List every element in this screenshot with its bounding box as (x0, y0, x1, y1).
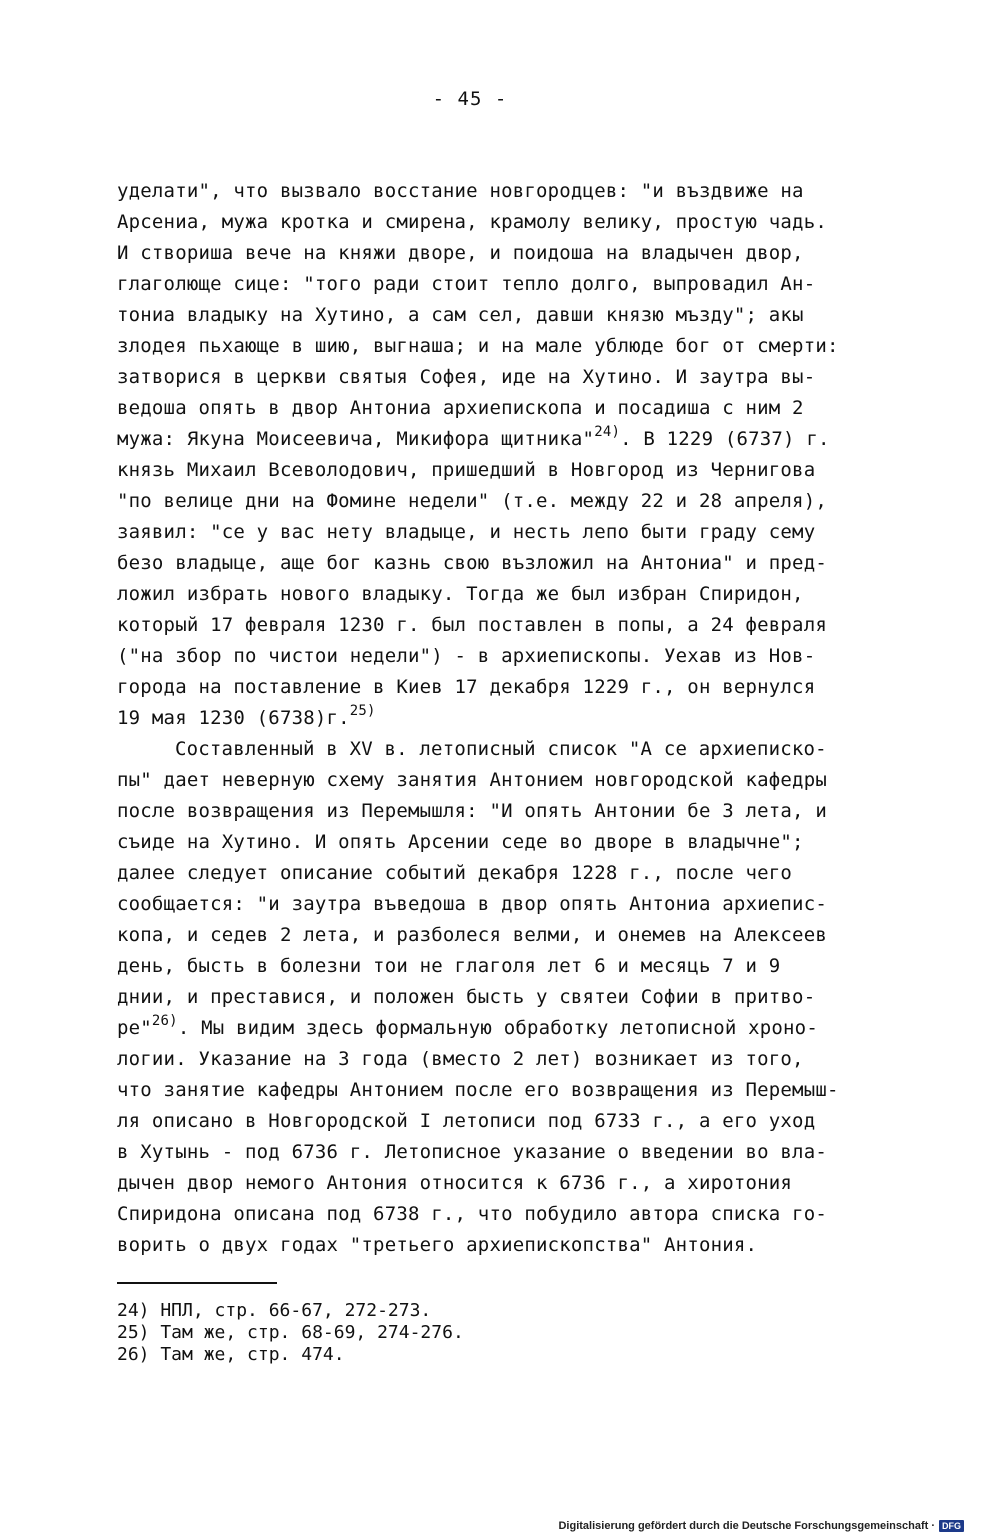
line-text: съиде на Хутино. И опять Арсении седе во дворе в владычне"; (117, 831, 804, 853)
line-text-after: . В 1229 (6737) г. (620, 428, 830, 450)
line-text: после возвращения из Перемышля: "И опять Антонии бе 3 лета, и (117, 800, 827, 822)
text-line (117, 920, 917, 951)
line-text: ложил избрать нового владыку. Тогда же был избран Спиридон, (117, 583, 804, 605)
line-text: ведоша опять в двор Антониа архиепископа и посадиша с ним 2 (117, 397, 804, 419)
text-line (117, 300, 917, 331)
text-line (117, 1013, 917, 1044)
line-text: который 17 февраля 1230 г. был поставлен в попы, а 24 февраля (117, 614, 827, 636)
text-line (117, 579, 917, 610)
dfg-logo-icon: DFG (939, 1520, 964, 1532)
text-line (117, 176, 917, 207)
credit-text: Digitalisierung gefördert durch die Deutsche Forschungsgemeinschaft · (558, 1520, 935, 1532)
line-text: далее следует описание событий декабря 1228 г., после чего (117, 862, 793, 884)
line-text: днии, и преставися, и положен бысть у святеи Софии в притво- (117, 986, 816, 1008)
line-text: ворить о двух годах "третьего архиепископства" Антония. (117, 1234, 758, 1256)
line-text: логии. Указание на 3 года (вместо 2 лет) возникает из того, (117, 1048, 804, 1070)
text-line (117, 238, 917, 269)
footnote-separator (117, 1282, 277, 1284)
text-line (117, 207, 917, 238)
line-text: дычен двор немого Антония относится к 6736 г., а хиротония (117, 1172, 793, 1194)
footnote-reference: 26) (151, 1013, 178, 1029)
page-number: - 45 - (432, 88, 508, 110)
text-line (117, 982, 917, 1013)
line-text: Спиридона описана под 6738 г., что побудило автора списка го- (117, 1203, 827, 1225)
line-text: пы" дает неверную схему занятия Антонием новгородской кафедры (117, 769, 827, 791)
line-text: князь Михаил Всеволодович, пришедший в Новгород из Чернигова (117, 459, 816, 481)
line-text: уделати", что вызвало восстание новгородцев: "и въздвиже на (117, 180, 804, 202)
digitization-credit (558, 1520, 964, 1532)
line-text: города на поставление в Киев 17 декабря 1229 г., он вернулся (117, 676, 816, 698)
line-text: в Хутынь - под 6736 г. Летописное указание о введении во вла- (117, 1141, 827, 1163)
line-text: "по велице дни на Фомине недели" (т.е. между 22 и 28 апреля), (117, 490, 827, 512)
text-line (117, 517, 917, 548)
line-text: ре" (117, 1017, 152, 1039)
line-text: ля описано в Новгородской I летописи под 6733 г., а его уход (117, 1110, 816, 1132)
text-line (117, 455, 917, 486)
footnotes (117, 1300, 817, 1366)
text-line (117, 641, 917, 672)
text-line (117, 393, 917, 424)
line-text-after: . Мы видим здесь формальную обработку летописной хроно- (177, 1017, 818, 1039)
text-line (117, 1199, 917, 1230)
text-line (117, 796, 917, 827)
footnote: 24) НПЛ, стр. 66-67, 272-273. (117, 1300, 432, 1321)
text-line (117, 1230, 917, 1261)
line-text: ("на збор по чистои недели") - в архиепископы. Уехав из Нов- (117, 645, 816, 667)
line-text: день, бысть в болезни тои не глаголя лет 6 и месяць 7 и 9 (117, 955, 781, 977)
text-line (117, 703, 917, 734)
line-text: заявил: "се у вас нету владыце, и несть лепо быти граду сему (117, 521, 816, 543)
line-text: мужа: Якуна Моисеевича, Микифора щитника" (117, 428, 595, 450)
line-text: что занятие кафедры Антонием после его возвращения из Перемыш- (117, 1079, 839, 1101)
text-line (117, 486, 917, 517)
footnote-reference: 24) (594, 424, 621, 440)
text-line (117, 424, 917, 455)
text-line (117, 269, 917, 300)
text-line (117, 672, 917, 703)
text-line (117, 734, 917, 765)
text-line (117, 951, 917, 982)
text-line (117, 362, 917, 393)
line-text: злодея пьхающе в шию, выгнаша; и на мале ублюде бог от смерти: (117, 335, 839, 357)
footnote: 26) Там же, стр. 474. (117, 1344, 345, 1365)
text-line (117, 1075, 917, 1106)
line-text: Арсениа, мужа кротка и смирена, крамолу велику, простую чадь. (117, 211, 827, 233)
text-line (117, 1106, 917, 1137)
text-line (117, 1137, 917, 1168)
text-line (117, 1168, 917, 1199)
line-text: копа, и седев 2 лета, и разболеся велми, и онемев на Алексеев (117, 924, 827, 946)
line-text: тониа владыку на Хутино, а сам сел, давши князю мъзду"; акы (117, 304, 804, 326)
line-text: И створиша вече на княжи дворе, и поидоша на владычен двор, (117, 242, 804, 264)
line-text: 19 мая 1230 (6738)г. (117, 707, 350, 729)
line-text: глаголюще сице: "того ради стоит тепло долго, выпровадил Ан- (117, 273, 816, 295)
text-line (117, 889, 917, 920)
text-line (117, 765, 917, 796)
footnote: 25) Там же, стр. 68-69, 274-276. (117, 1322, 464, 1343)
paragraph (117, 734, 917, 1261)
line-text: затворися в церкви святыя Софея, иде на Хутино. И заутра вы- (117, 366, 816, 388)
text-line (117, 827, 917, 858)
text-line (117, 331, 917, 362)
line-text: безо владыце, аще бог казнь свою възложил на Антониа" и пред- (117, 552, 827, 574)
footnote-reference: 25) (349, 703, 376, 719)
text-line (117, 1044, 917, 1075)
text-line (117, 610, 917, 641)
text-line (117, 548, 917, 579)
line-text: Составленный в XV в. летописный список "А се архиеписко- (175, 738, 827, 760)
line-text: сообщается: "и заутра въведоша в двор опять Антониа архиепис- (117, 893, 827, 915)
paragraph (117, 176, 917, 734)
text-line (117, 858, 917, 889)
body-text (117, 176, 917, 1261)
